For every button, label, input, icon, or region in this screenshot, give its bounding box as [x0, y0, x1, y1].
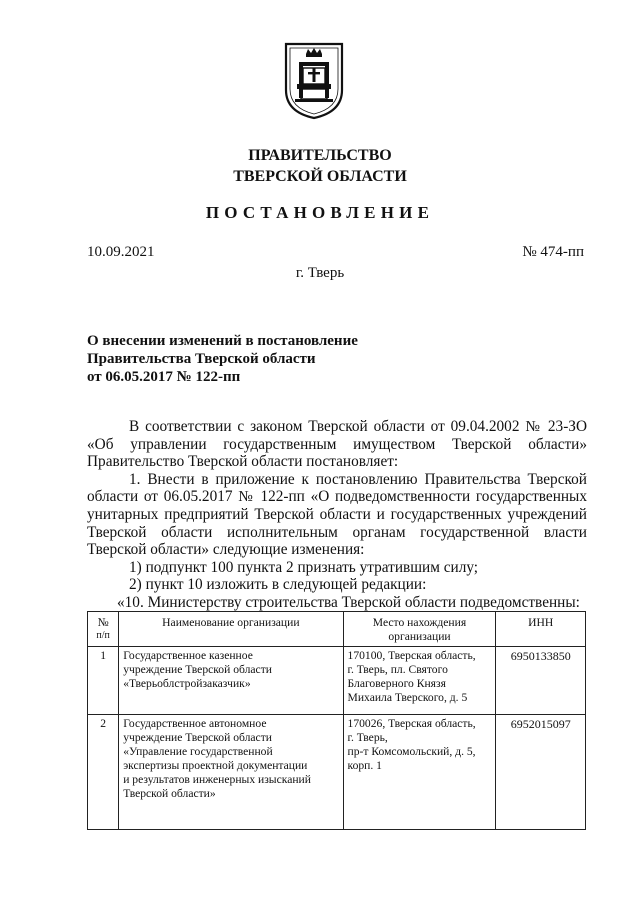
body-line: 1. Внести в приложение к постановлению Правительства Тверской — [129, 470, 587, 488]
cell-line: 170100, Тверская область, — [347, 649, 476, 662]
document-body — [87, 418, 587, 612]
document-number: № 474-пп — [522, 244, 584, 260]
row-num: 2 — [88, 715, 119, 830]
org-title-line2: ТВЕРСКОЙ ОБЛАСТИ — [233, 168, 407, 185]
cell-line: г. Тверь, пл. Святого — [347, 663, 448, 676]
header-num-line: п/п — [96, 630, 110, 641]
header-place — [343, 612, 496, 647]
row-place — [343, 647, 496, 715]
cell-line: «Тверьоблстройзаказчик» — [123, 677, 251, 690]
header-num — [88, 612, 119, 647]
organizations-table — [87, 611, 586, 830]
body-line: области от 06.05.2017 № 122-пп «О подведомственности государственных — [87, 488, 587, 506]
row-name — [119, 647, 343, 715]
header-inn-text: ИНН — [528, 616, 554, 629]
list-item: 2) пункт 10 изложить в следующей редакции: — [129, 576, 427, 594]
cell-line: учреждение Тверской области — [123, 731, 272, 744]
body-line: Тверской области исполнительным органам государственной власти — [87, 523, 587, 541]
row-inn: 6952015097 — [496, 715, 586, 830]
tver-coat-of-arms-icon — [282, 40, 346, 120]
table-header-row — [88, 612, 586, 647]
table-row — [88, 647, 586, 715]
header-place-line: организации — [388, 630, 451, 643]
body-line: В соответствии с законом Тверской области от 09.04.2002 № 23-ЗО — [129, 418, 587, 435]
cell-line: Благоверного Князя — [347, 677, 446, 690]
header-place-line: Место нахождения — [372, 616, 467, 629]
cell-line: экспертизы проектной документации — [123, 759, 308, 772]
header-name — [119, 612, 343, 647]
body-line: Правительство Тверской области постановляет: — [87, 453, 399, 471]
body-line: Тверской области» следующие изменения: — [87, 541, 365, 559]
org-title-line1: ПРАВИТЕЛЬСТВО — [248, 147, 392, 164]
document-subject — [87, 332, 358, 386]
cell-line: 170026, Тверская область, — [347, 717, 476, 730]
cell-line: пр-т Комсомольский, д. 5, — [347, 745, 476, 758]
table-row — [88, 715, 586, 830]
row-inn: 6950133850 — [496, 647, 586, 715]
cell-line: Тверской области» — [123, 787, 216, 800]
cell-line: учреждение Тверской области — [123, 663, 272, 676]
cell-line: «Управление государственной — [123, 745, 273, 758]
row-place — [343, 715, 496, 830]
document-date: 10.09.2021 — [87, 244, 155, 260]
list-item: «10. Министерству строительства Тверской области подведомственны: — [117, 593, 580, 611]
cell-line: и результатов инженерных изысканий — [123, 773, 311, 786]
header-inn — [496, 612, 586, 647]
row-num: 1 — [88, 647, 119, 715]
body-line: унитарных предприятий Тверской области и государственных учреждений — [87, 505, 587, 523]
cell-line: Михаила Тверского, д. 5 — [347, 691, 468, 704]
document-city: г. Тверь — [295, 265, 345, 281]
row-name — [119, 715, 343, 830]
header-num-line: № — [97, 616, 109, 629]
document-type: ПОСТАНОВЛЕНИЕ — [205, 203, 435, 222]
header-name-text: Наименование организации — [162, 616, 300, 629]
cell-line: Государственное казенное — [123, 649, 253, 662]
cell-line: Государственное автономное — [123, 717, 267, 730]
cell-line: г. Тверь, — [347, 731, 388, 744]
list-item: 1) подпункт 100 пункта 2 признать утратившим силу; — [129, 558, 479, 576]
subject-line: от 06.05.2017 № 122-пп — [87, 369, 241, 385]
cell-line: корп. 1 — [347, 759, 382, 772]
subject-line: Правительства Тверской области — [87, 351, 316, 367]
subject-line: О внесении изменений в постановление — [87, 333, 358, 349]
body-line: «Об управлении государственным имуществом Тверской области» — [87, 435, 587, 453]
